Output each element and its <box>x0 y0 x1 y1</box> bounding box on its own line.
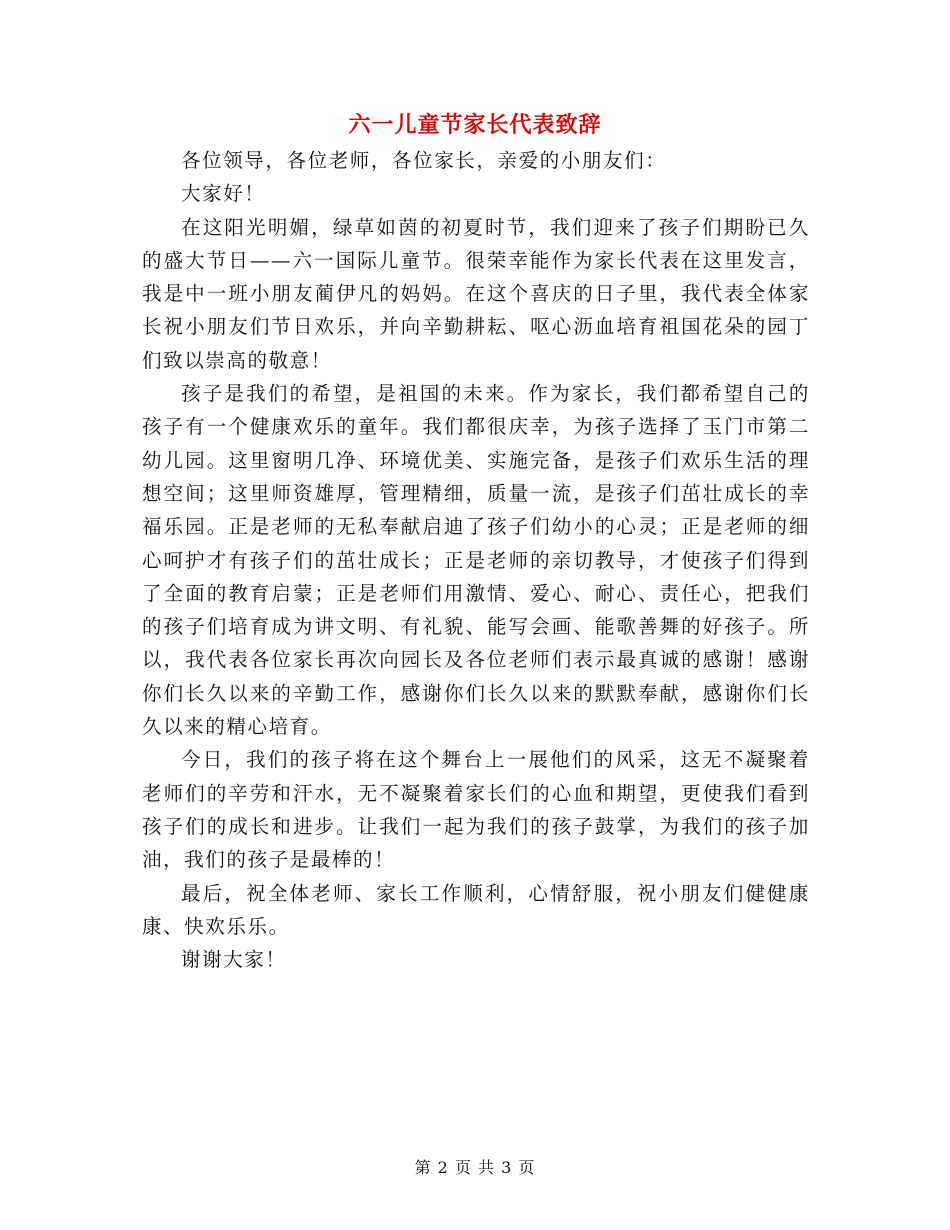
thanks-paragraph: 谢谢大家！ <box>181 948 287 972</box>
document-body <box>142 144 810 976</box>
closing-wishes-paragraph: 最后，祝全体老师、家长工作顺利，心情舒服，祝小朋友们健健康康、快欢乐乐。 <box>142 881 810 938</box>
salutation-paragraph: 各位领导，各位老师，各位家长，亲爱的小朋友们： <box>181 149 667 172</box>
body-paragraph: 今日，我们的孩子将在这个舞台上一展他们的风采，这无不凝聚着老师们的辛劳和汗水，无不凝聚着家长们的心血和期望，更使我们看到孩子们的成长和进步。让我们一起为我们的孩子鼓掌，为我们的孩子加油，我们的孩子是最棒的！ <box>142 748 810 872</box>
page-footer <box>0 1155 950 1178</box>
body-paragraph: 在这阳光明媚，绿草如茵的初夏时节，我们迎来了孩子们期盼已久的盛大节日——六一国际儿童节。很荣幸能作为家长代表在这里发言，我是中一班小朋友蔺伊凡的妈妈。在这个喜庆的日子里，我代表全体家长祝小朋友们节日欢乐，并向辛勤耕耘、呕心沥血培育祖国花朵的园丁们致以崇高的敬意！ <box>142 215 810 372</box>
greeting-paragraph: 大家好！ <box>181 182 266 206</box>
document-title: 六一儿童节家长代表致辞 <box>348 112 602 138</box>
page-number-label: 第 2 页 共 3 页 <box>414 1158 536 1177</box>
body-paragraph: 孩子是我们的希望，是祖国的未来。作为家长，我们都希望自己的孩子有一个健康欢乐的童年。我们都很庆幸，为孩子选择了玉门市第二幼儿园。这里窗明几净、环境优美、实施完备，是孩子们欢乐生活的理想空间；这里师资雄厚，管理精细，质量一流，是孩子们茁壮成长的幸福乐园。正是老师的无私奉献启迪了孩子们幼小的心灵；正是老师的细心呵护才有孩子们的茁壮成长；正是老师的亲切教导，才使孩子们得到了全面的教育启蒙；正是老师们用激情、爱心、耐心、责任心，把我们的孩子们培育成为讲文明、有礼貌、能写会画、能歌善舞的好孩子。所以，我代表各位家长再次向园长及各位老师们表示最真诚的感谢！感谢你们长久以来的辛勤工作，感谢你们长久以来的默默奉献，感谢你们长久以来的精心培育。 <box>142 382 810 739</box>
